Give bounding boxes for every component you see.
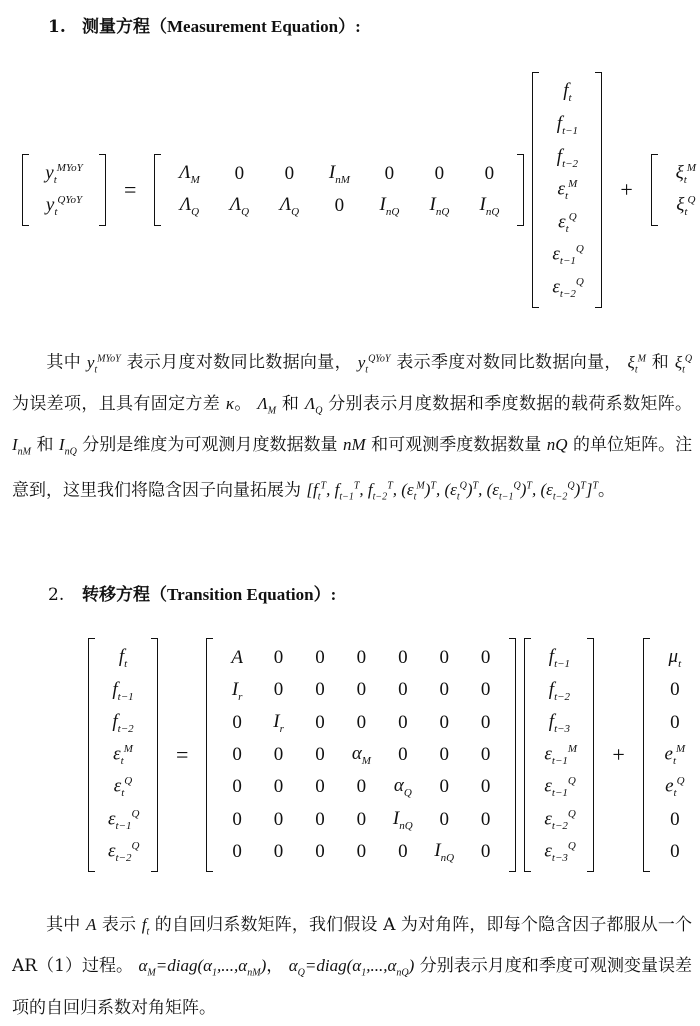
matrix-cell: 0	[398, 711, 408, 733]
matrix-cell: 0	[439, 776, 449, 798]
text-fragment: 和	[36, 435, 54, 456]
matrix-row	[216, 771, 506, 803]
matrix-cell: 0	[232, 776, 242, 798]
matrix-cell: $\varepsilon_{t-1}^Q$	[544, 775, 576, 800]
matrix-row	[534, 771, 584, 803]
section-title-en: （Measurement Equation）:	[150, 17, 361, 36]
text-fragment: 表示月度对数同比数据向量，	[126, 352, 352, 373]
matrix-cell: 0	[234, 163, 245, 184]
matrix-cell: 0	[315, 808, 325, 830]
eq2-equals-sign: =	[176, 742, 189, 767]
matrix-cell: 0	[356, 776, 367, 798]
matrix-cell: 0	[480, 776, 491, 798]
matrix-cell: 0	[315, 840, 325, 862]
matrix-row	[534, 642, 584, 674]
matrix-cell: 0	[480, 808, 491, 830]
matrix-row	[98, 771, 148, 803]
text-fragment: 和	[281, 394, 300, 415]
matrix-cell: 0	[384, 163, 395, 184]
section-heading-measurement	[48, 12, 361, 37]
matrix-cell: 0	[273, 744, 284, 765]
eq1-lhs-vector	[22, 154, 106, 226]
measurement-equation	[22, 74, 700, 306]
section-number: 2.	[48, 585, 65, 605]
matrix-row	[653, 836, 697, 868]
matrix-cell: $\varepsilon_{t-2}^Q$	[552, 275, 584, 300]
matrix-cell: $f_{t-2}$	[548, 678, 571, 703]
matrix-cell: 0	[273, 776, 284, 798]
eq2-lhs-vector	[88, 638, 158, 872]
matrix-row	[98, 674, 148, 706]
text-fragment: ，	[266, 956, 284, 977]
matrix-cell: 0	[232, 808, 242, 830]
matrix-cell: 0	[670, 808, 680, 830]
matrix-row	[216, 707, 506, 739]
matrix-cell: $\varepsilon_t^Q$	[558, 210, 577, 235]
matrix-cell: $\varepsilon_{t-2}^Q$	[108, 839, 140, 864]
matrix-row	[653, 674, 697, 706]
matrix-cell: 0	[315, 744, 325, 765]
eq1-error-vector	[651, 154, 700, 226]
matrix-cell: 0	[439, 711, 449, 733]
matrix-cell: $\varepsilon_{t-1}^Q$	[552, 243, 584, 268]
matrix-cell: $\alpha_Q$	[393, 775, 412, 800]
section-number: 1.	[48, 17, 66, 37]
matrix-cell: 0	[439, 744, 449, 765]
matrix-row	[98, 803, 148, 835]
matrix-cell: $I_{nQ}$	[392, 807, 413, 832]
matrix-row	[542, 141, 592, 174]
matrix-row	[534, 836, 584, 868]
text-fragment: 分别表示月度和季度可观测变量误差项的自回归系数对角矩阵。	[12, 956, 693, 1018]
section-heading-transition	[48, 580, 336, 605]
matrix-row	[542, 239, 592, 272]
matrix-cell: 0	[439, 679, 449, 701]
matrix-cell: $I_{nM}$	[328, 162, 350, 186]
matrix-cell: 0	[284, 163, 295, 184]
eq2-plus-sign: +	[612, 742, 625, 767]
matrix-cell: $\Lambda_Q$	[279, 194, 300, 218]
matrix-cell: $I_{nQ}$	[434, 839, 455, 864]
matrix-cell: 0	[232, 744, 242, 765]
matrix-cell: $\alpha_M$	[351, 743, 371, 767]
matrix-cell: 0	[273, 840, 284, 862]
eq2-shock-vector	[643, 638, 700, 872]
section-title-cn: 测量方程	[82, 17, 150, 37]
matrix-row	[653, 739, 697, 771]
matrix-cell: $f_t$	[563, 80, 572, 105]
matrix-cell: $I_{nQ}$	[379, 194, 400, 218]
matrix-cell: 0	[480, 744, 491, 765]
text-fragment: 和可观测季度数据数量	[371, 435, 542, 456]
matrix-cell: 0	[315, 776, 325, 798]
matrix-cell: $f_{t-2}$	[112, 710, 134, 735]
matrix-row	[98, 642, 148, 674]
text-fragment: 为误差项，且具有固定方差	[12, 394, 221, 415]
matrix-row	[661, 158, 700, 190]
text-fragment: 分别表示月度数据和季度数据的载荷系数矩阵。	[328, 394, 693, 415]
matrix-cell: $\Lambda_M$	[179, 162, 200, 186]
matrix-cell: 0	[273, 679, 284, 701]
matrix-cell: $I_{nQ}$	[479, 194, 500, 218]
eq2-transition-matrix	[206, 638, 516, 872]
text-fragment: 的自回归系数矩阵，我们假设 A 为对角阵，即每个隐含因子都服从一个 AR（1）过程。	[12, 915, 693, 977]
matrix-row	[542, 109, 592, 142]
matrix-cell: 0	[434, 163, 445, 184]
matrix-row	[216, 739, 506, 771]
matrix-row	[98, 836, 148, 868]
eq1-state-vector	[532, 72, 602, 308]
matrix-cell: $f_{t-3}$	[548, 710, 571, 735]
matrix-row	[32, 158, 96, 190]
matrix-cell: $\varepsilon_{t-3}^Q$	[544, 839, 576, 864]
matrix-cell: $\varepsilon_{t-2}^Q$	[544, 807, 576, 832]
matrix-row	[534, 803, 584, 835]
matrix-row	[164, 158, 514, 190]
matrix-cell: $\varepsilon_{t-1}^M$	[544, 742, 578, 768]
matrix-cell: $e_t^M$	[664, 742, 686, 768]
matrix-cell: 0	[232, 711, 242, 733]
matrix-cell: $\varepsilon_t^M$	[557, 177, 578, 203]
matrix-cell: $f_{t-1}$	[556, 112, 579, 137]
matrix-row	[653, 707, 697, 739]
eq1-loading-matrix	[154, 154, 524, 226]
matrix-cell: 0	[315, 711, 325, 733]
matrix-cell: $\varepsilon_t^M$	[113, 742, 133, 768]
matrix-row	[164, 190, 514, 222]
text-fragment: 分别是维度为可观测月度数据数量	[82, 435, 338, 456]
matrix-cell: 0	[480, 840, 491, 862]
matrix-cell: $\mu_t$	[668, 646, 682, 671]
matrix-row	[98, 707, 148, 739]
matrix-cell: 0	[356, 808, 367, 830]
text-fragment: 。	[598, 480, 616, 501]
matrix-cell: $\xi_t^M$	[675, 161, 697, 187]
matrix-cell: 0	[356, 647, 367, 669]
text-fragment: 其中	[46, 915, 81, 935]
matrix-cell: $I_r$	[231, 678, 243, 703]
matrix-cell: 0	[670, 840, 680, 862]
paragraph-measurement-explanation: 其中 $y_t^{MYoY}$ 表示月度对数同比数据向量， $y_t^{QYoY}$ 表示季度对数同比数据向量， $\xi_t^M$ 和 $\xi_t^Q$ 为误差项，且具有固定方差 κ。 $\Lambda_M$ 和 $\Lambda_Q$ 分别表示月度数据和季度数据的载荷系数矩阵。 $I_{nM}$ 和 $I_{nQ}$ 分别是维度为可观测月度数据数量 nM 和可观测季度数据数量 nQ 的单位矩阵。注意到，这里我们将隐含因子向量拓展为 [$f_t^T$, $f_{t-1}^T$, $f_{t-2}^T$, $(\varepsilon_t^M)^T$, $(\varepsilon_t^Q)^T$, $(\varepsilon_{t-1}^Q)^T$, $(\varepsilon_{t-2}^Q)^T]^T$。	[12, 352, 693, 503]
text-fragment: 其中	[46, 352, 82, 373]
matrix-cell: $f_{t-2}$	[556, 145, 579, 170]
matrix-cell: $f_{t-1}$	[548, 646, 571, 671]
matrix-cell: 0	[334, 195, 345, 216]
matrix-row	[542, 206, 592, 239]
matrix-row	[653, 642, 697, 674]
matrix-cell: 0	[398, 679, 408, 701]
matrix-cell: $y_t^{MYoY}$	[45, 161, 83, 187]
text-fragment: 。	[234, 394, 252, 415]
matrix-cell: 0	[398, 647, 408, 669]
matrix-cell: 0	[315, 647, 325, 669]
matrix-cell: $I_{nQ}$	[429, 194, 450, 218]
matrix-row	[534, 707, 584, 739]
matrix-row	[542, 76, 592, 109]
matrix-cell: 0	[398, 840, 408, 862]
matrix-cell: 0	[356, 711, 367, 733]
matrix-cell: 0	[484, 163, 495, 184]
matrix-cell: $\varepsilon_t^Q$	[113, 775, 133, 800]
matrix-cell: $y_t^{QYoY}$	[45, 193, 83, 219]
matrix-cell: $\varepsilon_{t-1}^Q$	[108, 807, 140, 832]
matrix-row	[653, 771, 697, 803]
matrix-row	[98, 739, 148, 771]
matrix-cell: $f_{t-1}$	[112, 678, 134, 703]
matrix-cell: 0	[480, 647, 491, 669]
matrix-cell: $\Lambda_Q$	[179, 194, 200, 218]
section-title-en: （Transition Equation）:	[150, 585, 337, 604]
matrix-row	[32, 190, 96, 222]
eq1-equals-sign: =	[124, 177, 137, 202]
matrix-cell: 0	[273, 647, 284, 669]
matrix-row	[216, 836, 506, 868]
paragraph-transition-explanation: 其中 A 表示 $f_t$ 的自回归系数矩阵，我们假设 A 为对角阵，即每个隐含因子都服从一个 AR（1）过程。 $\alpha_M=diag(\alpha_1,...,\alpha_{nM})$， $\alpha_Q=diag(\alpha_1,...,\alpha_{nQ})$ 分别表示月度和季度可观测变量误差项的自回归系数对角矩阵。	[12, 915, 693, 1018]
matrix-cell: A	[231, 647, 243, 669]
eq1-plus-sign: +	[620, 177, 633, 202]
text-fragment: 表示	[101, 915, 137, 935]
matrix-row	[216, 674, 506, 706]
matrix-cell: $I_r$	[273, 710, 284, 735]
matrix-row	[542, 174, 592, 207]
transition-equation	[88, 640, 700, 870]
matrix-row	[534, 674, 584, 706]
matrix-row	[216, 642, 506, 674]
matrix-cell: 0	[315, 679, 325, 701]
matrix-cell: 0	[670, 711, 680, 733]
matrix-row	[661, 190, 700, 222]
matrix-cell: 0	[356, 840, 367, 862]
matrix-cell: $\xi_t^Q$	[676, 193, 696, 219]
matrix-cell: 0	[439, 647, 449, 669]
matrix-cell: 0	[480, 711, 491, 733]
text-fragment: 和	[651, 352, 670, 373]
section-title-cn: 转移方程	[82, 585, 150, 605]
matrix-row	[216, 803, 506, 835]
matrix-row	[534, 739, 584, 771]
matrix-cell: 0	[273, 808, 284, 830]
eq2-lagged-state-vector	[524, 638, 594, 872]
matrix-cell: $f_t$	[118, 646, 128, 671]
matrix-cell: 0	[398, 744, 408, 765]
matrix-cell: 0	[232, 840, 242, 862]
matrix-row	[653, 803, 697, 835]
matrix-cell: $\Lambda_Q$	[229, 194, 250, 218]
text-fragment: 表示季度对数同比数据向量，	[396, 352, 622, 373]
matrix-cell: 0	[480, 679, 491, 701]
matrix-cell: 0	[439, 808, 449, 830]
matrix-row	[542, 271, 592, 304]
matrix-cell: $e_t^Q$	[665, 775, 685, 800]
matrix-cell: 0	[670, 679, 680, 701]
text-fragment: 的单位矩阵。注意到，这里我们将隐含因子向量拓展为	[12, 435, 693, 501]
matrix-cell: 0	[356, 679, 367, 701]
